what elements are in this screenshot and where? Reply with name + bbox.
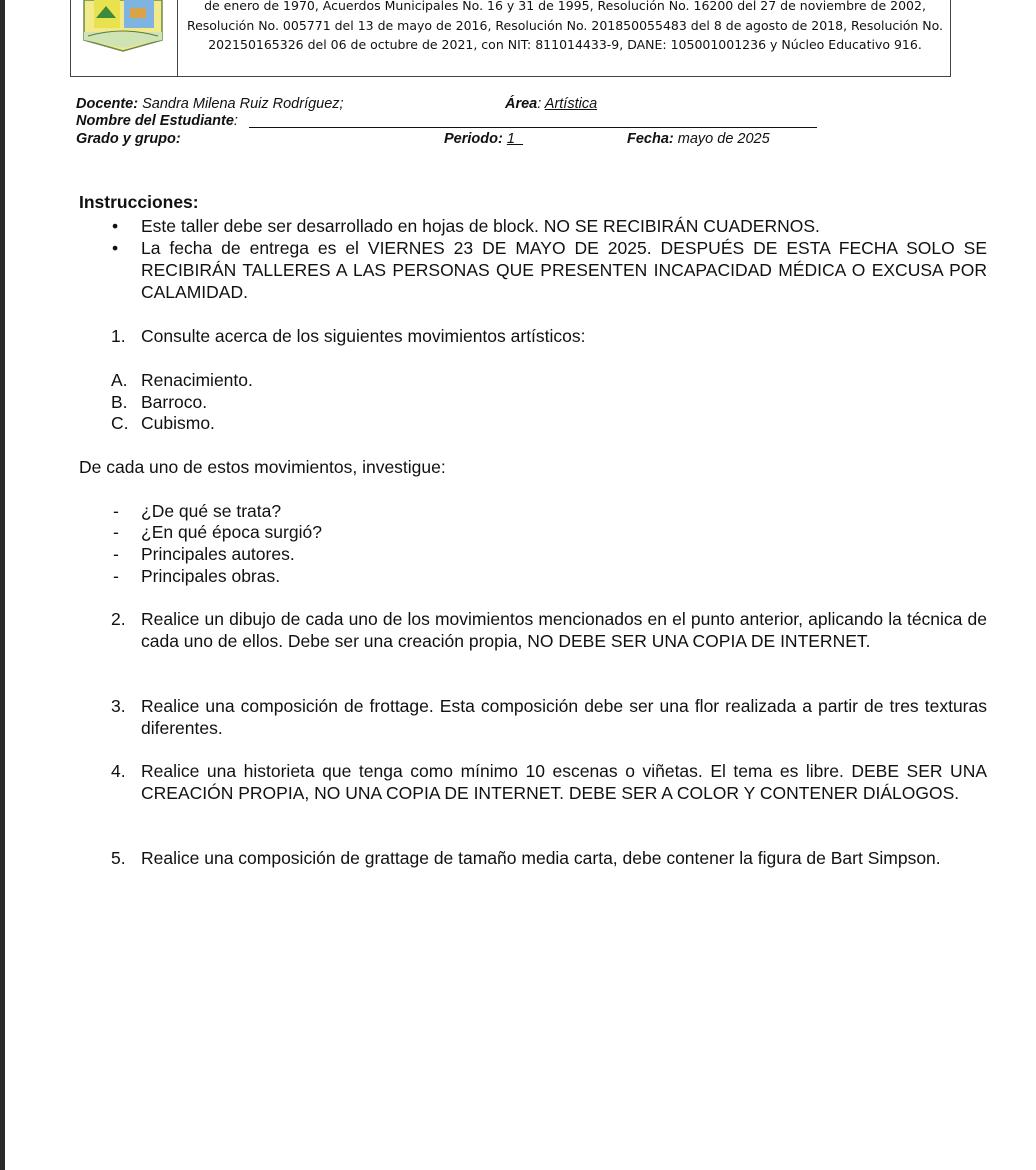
- dash-marker: -: [113, 522, 119, 542]
- bullet-marker: •: [112, 216, 119, 236]
- option-letter: C.: [111, 413, 129, 433]
- estudiante-separator: :: [233, 113, 238, 129]
- school-crest-logo: [76, 0, 170, 52]
- option-letter: A.: [111, 370, 128, 390]
- letterhead-box: [70, 0, 951, 77]
- periodo-value: [507, 131, 523, 147]
- bullet-text: La fecha de entrega es el VIERNES 23 DE MAYO DE 2025. DESPUÉS DE ESTA FECHA SOLO SE RECIBIRÁN TALLERES A LAS PERSONAS QUE PRESENTEN INCAPACIDAD MÉDICA O EXCUSA POR CALAMIDAD.: [141, 238, 987, 302]
- sub-item-text: ¿De qué se trata?: [141, 501, 282, 521]
- periodo-label: Periodo:: [444, 131, 503, 147]
- fecha-value: mayo de 2025: [677, 131, 770, 147]
- docente-field: [76, 96, 344, 112]
- grado-label: Grado y grupo:: [76, 131, 181, 147]
- grado-field: [76, 131, 181, 147]
- investigate-intro: De cada uno de estos movimientos, investigue:: [79, 457, 446, 477]
- question-number: 5.: [111, 848, 126, 868]
- periodo-number: 1: [506, 131, 515, 147]
- area-value: Artística: [544, 96, 598, 112]
- estudiante-label: Nombre del Estudiante: [76, 113, 234, 129]
- sub-item-text: ¿En qué época surgió?: [141, 522, 322, 542]
- question-text: Realice un dibujo de cada uno de los movimientos mencionados en el punto anterior, aplicando la técnica de cada uno de ellos. Debe ser una creación propia, NO DEBE SER UNA COPIA DE INTERNET.: [141, 609, 987, 651]
- instructions-title: Instrucciones:: [79, 192, 199, 212]
- option-text: Barroco.: [141, 392, 208, 412]
- question-number: 1.: [111, 326, 126, 346]
- option-text: Cubismo.: [141, 413, 215, 433]
- docente-label: Docente:: [76, 96, 139, 112]
- dash-marker: -: [113, 566, 119, 586]
- sub-item-text: Principales obras.: [141, 566, 281, 586]
- area-separator: :: [537, 96, 542, 112]
- periodo-field: [444, 131, 523, 147]
- header-text: [181, 0, 949, 55]
- question-number: 4.: [111, 761, 126, 781]
- area-field: [505, 96, 597, 112]
- fecha-field: [627, 131, 770, 147]
- estudiante-field: [76, 113, 238, 129]
- question-text: Consulte acerca de los siguientes movimientos artísticos:: [141, 326, 586, 346]
- dash-marker: -: [113, 501, 119, 521]
- student-name-line: [249, 127, 817, 128]
- docente-value: Sandra Milena Ruiz Rodríguez;: [142, 96, 344, 112]
- option-text: Renacimiento.: [141, 370, 253, 390]
- question-number: 3.: [111, 696, 126, 716]
- sub-item-text: Principales autores.: [141, 544, 295, 564]
- question-text: Realice una historieta que tenga como mínimo 10 escenas o viñetas. El tema es libre. DEBE SER UNA CREACIÓN PROPIA, NO UNA COPIA DE INTERNET. DEBE SER A COLOR Y CONTENER DIÁLOGOS.: [141, 761, 987, 803]
- bullet-text: Este taller debe ser desarrollado en hojas de block. NO SE RECIBIRÁN CUADERNOS.: [141, 216, 820, 236]
- header-line: Resolución No. 005771 del 13 de mayo de 2016, Resolución No. 201850055483 del 8 de agosto de 2018, Resolución No.: [186, 17, 944, 33]
- page-left-edge: [0, 0, 5, 1170]
- header-line: de enero de 1970, Acuerdos Municipales No. 16 y 31 de 1995, Resolución No. 16200 del 27 de noviembre de 2002,: [204, 0, 926, 13]
- question-text: Realice una composición de frottage. Esta composición debe ser una flor realizada a partir de tres texturas diferentes.: [141, 696, 987, 738]
- bullet-marker: •: [112, 238, 119, 258]
- question-text: Realice una composición de grattage de tamaño media carta, debe contener la figura de Bart Simpson.: [141, 848, 941, 868]
- header-line: 202150165326 del 06 de octubre de 2021, con NIT: 811014433-9, DANE: 105001001236 y Núcleo Educativo 916.: [208, 37, 922, 52]
- dash-marker: -: [113, 544, 119, 564]
- area-label: Área: [505, 96, 538, 112]
- header-divider: [177, 0, 178, 77]
- question-number: 2.: [111, 609, 126, 629]
- option-letter: B.: [111, 392, 128, 412]
- fecha-label: Fecha:: [627, 131, 674, 147]
